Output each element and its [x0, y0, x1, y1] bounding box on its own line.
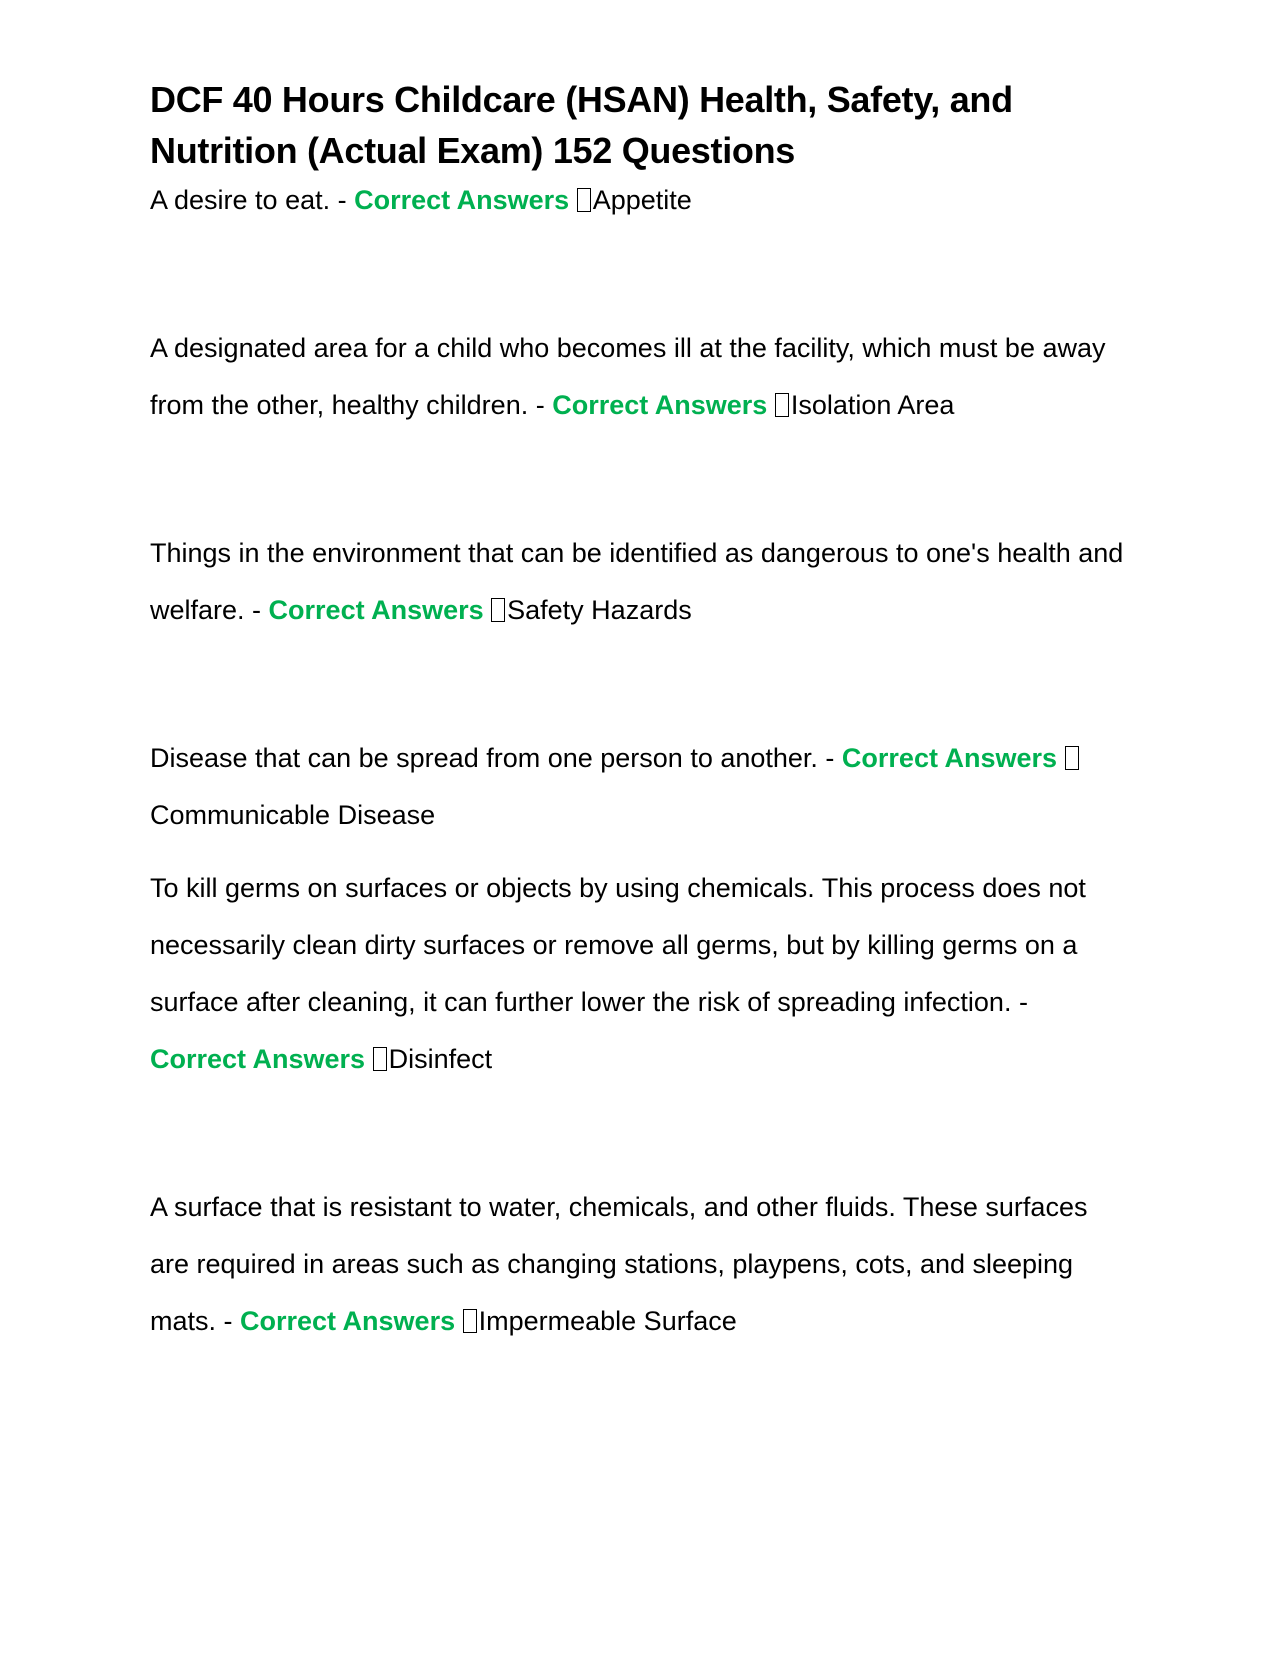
answer-label: Correct Answers: [240, 1306, 456, 1336]
document-title: DCF 40 Hours Childcare (HSAN) Health, Safety, and Nutrition (Actual Exam) 152 Questions: [150, 79, 1013, 171]
missing-glyph-box-icon: [577, 188, 591, 212]
answer-text: Safety Hazards: [507, 595, 692, 625]
answer-label: Correct Answers: [354, 185, 570, 215]
document-page: [150, 74, 1130, 1350]
spacer: [150, 844, 1130, 860]
answer-text: Disinfect: [388, 1044, 493, 1074]
question-text: A designated area for a child who becomes ill at the facility, which must be away from the other, healthy children.: [150, 333, 1106, 420]
missing-glyph-box-icon: [373, 1047, 387, 1071]
answer-text: Appetite: [592, 185, 692, 215]
missing-glyph-box-icon: [775, 393, 789, 417]
missing-glyph-box-icon: [491, 598, 505, 622]
qa-item: [150, 1179, 1130, 1350]
answer-label: Correct Answers: [841, 743, 1057, 773]
question-text: To kill germs on surfaces or objects by using chemicals. This process does not necessarily clean dirty surfaces or remove all germs, but by killing germs on a surface after cleaning, it can further lower the risk of spreading infection.: [150, 873, 1086, 1017]
question-text: A surface that is resistant to water, chemicals, and other fluids. These surfaces are required in areas such as changing stations, playpens, cots, and sleeping mats.: [150, 1192, 1088, 1336]
qa-item: [150, 172, 1130, 229]
missing-glyph-box-icon: [463, 1309, 477, 1333]
separator: -: [244, 595, 269, 625]
spacer: [150, 639, 1130, 730]
answer-label: Correct Answers: [552, 390, 768, 420]
qa-item: [150, 320, 1130, 434]
spacer: [150, 434, 1130, 525]
separator: -: [1011, 987, 1028, 1017]
answer-label: Correct Answers: [150, 1044, 366, 1074]
answer-text: Communicable Disease: [150, 800, 436, 830]
spacer: [150, 229, 1130, 320]
question-text: Things in the environment that can be identified as dangerous to one's health and welfare.: [150, 538, 1124, 625]
separator: -: [528, 390, 553, 420]
spacer: [150, 1088, 1130, 1179]
qa-item: [150, 525, 1130, 639]
answer-text: Isolation Area: [790, 390, 955, 420]
missing-glyph-box-icon: [1065, 746, 1079, 770]
qa-item: [150, 860, 1130, 1088]
question-text: A desire to eat.: [150, 185, 331, 215]
question-text: Disease that can be spread from one person to another.: [150, 743, 818, 773]
answer-label: Correct Answers: [268, 595, 484, 625]
separator: -: [330, 185, 355, 215]
separator: -: [216, 1306, 241, 1336]
separator: -: [817, 743, 842, 773]
answer-text: Impermeable Surface: [478, 1306, 737, 1336]
qa-item: [150, 730, 1130, 844]
